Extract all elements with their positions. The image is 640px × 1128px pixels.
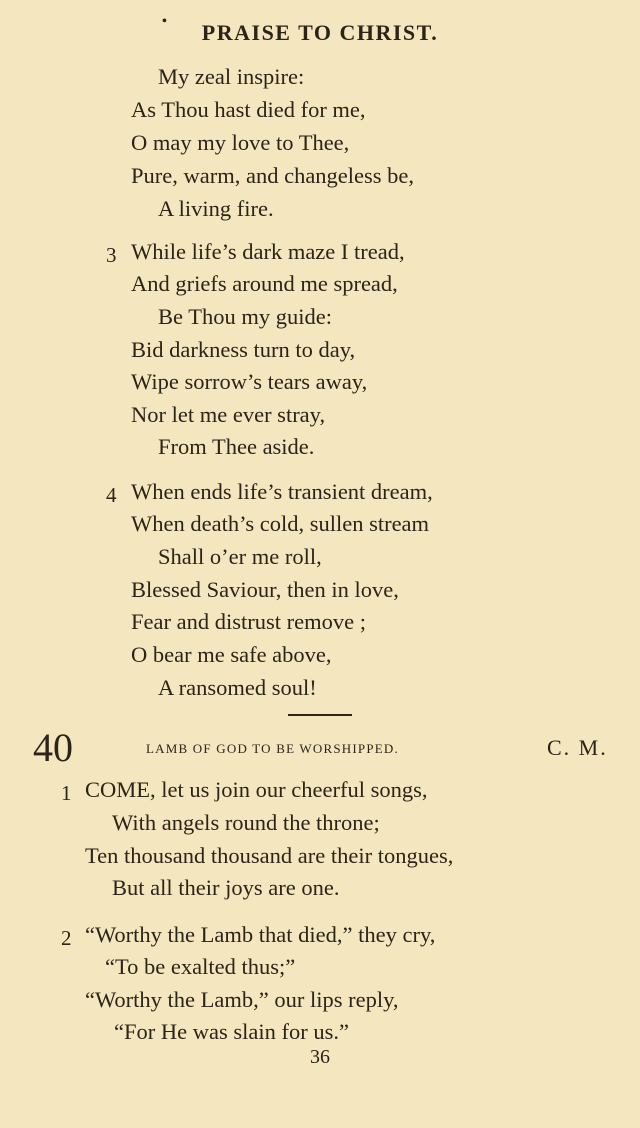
verse-line: From Thee aside. <box>158 434 315 459</box>
stanza-number: 3 <box>106 243 117 267</box>
verse-line: While life’s dark maze I tread, <box>131 239 405 264</box>
verse-line: But all their joys are one. <box>112 875 340 900</box>
verse-line: O bear me safe above, <box>131 642 332 667</box>
verse-line: Fear and distrust remove ; <box>131 609 366 634</box>
verse-line: My zeal inspire: <box>158 64 305 89</box>
header-title: PRAISE TO CHRIST. <box>201 20 439 45</box>
verse-line: With angels round the throne; <box>112 810 380 835</box>
page-number: 36 <box>310 1046 330 1068</box>
verse-line: Pure, warm, and changeless be, <box>131 163 415 188</box>
verse-line: A living fire. <box>158 196 274 221</box>
verse-line: Blessed Saviour, then in love, <box>131 577 399 602</box>
hymn-title: LAMB OF GOD TO BE WORSHIPPED. <box>146 741 399 756</box>
verse-line: Bid darkness turn to day, <box>131 337 356 362</box>
stanza-number: 4 <box>106 483 117 507</box>
hymn-number: 40 <box>33 725 73 770</box>
hymn-meter: C. M. <box>547 735 608 760</box>
verse-line: Shall o’er me roll, <box>158 544 322 569</box>
header-dot: • <box>162 14 169 29</box>
stanza-number: 2 <box>61 926 72 950</box>
verse-line: “Worthy the Lamb,” our lips reply, <box>85 987 399 1012</box>
verse-line: As Thou hast died for me, <box>131 97 366 122</box>
stanza-number: 1 <box>61 781 72 805</box>
verse-line: “To be exalted thus;” <box>105 954 296 979</box>
section-divider <box>288 714 352 716</box>
verse-line: Wipe sorrow’s tears away, <box>131 369 368 394</box>
verse-line: Nor let me ever stray, <box>131 402 326 427</box>
verse-line: A ransomed soul! <box>158 675 317 700</box>
verse-line: And griefs around me spread, <box>131 271 398 296</box>
verse-line: Ten thousand thousand are their tongues, <box>85 843 454 868</box>
verse-line: When ends life’s transient dream, <box>131 479 433 504</box>
verse-line: COME, let us join our cheerful songs, <box>85 777 428 802</box>
verse-line: “For He was slain for us.” <box>114 1019 349 1044</box>
running-header <box>0 14 640 46</box>
verse-line: O may my love to Thee, <box>131 130 350 155</box>
verse-line: When death’s cold, sullen stream <box>131 511 430 536</box>
verse-line: “Worthy the Lamb that died,” they cry, <box>85 922 436 947</box>
verse-line: Be Thou my guide: <box>158 304 332 329</box>
